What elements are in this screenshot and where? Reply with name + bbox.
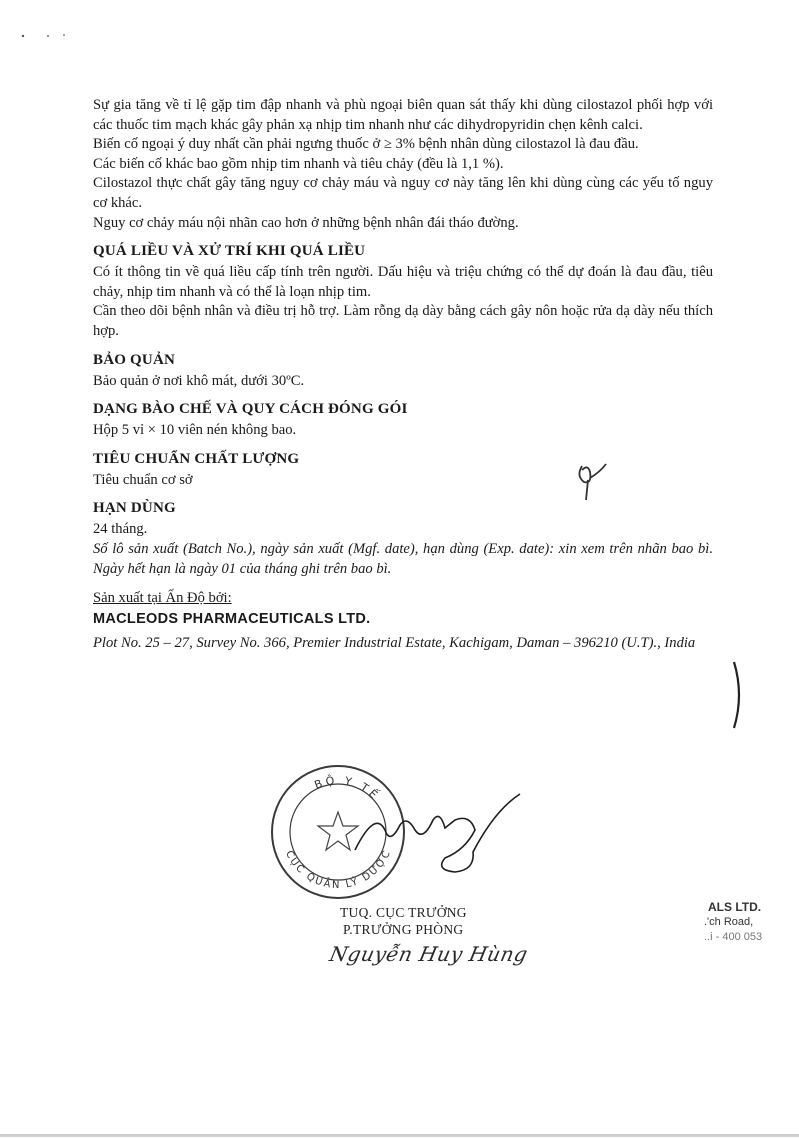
manufacturer-name: MACLEODS PHARMACEUTICALS LTD. — [93, 610, 371, 627]
para-shelf-life: 24 tháng. — [93, 521, 148, 538]
heading-quality: TIÊU CHUẨN CHẤT LƯỢNG — [93, 450, 300, 467]
svg-text:BỘ Y TẾ: BỘ Y TẾ — [312, 773, 383, 804]
stamp-fragment-2: .'ch Road, — [704, 916, 754, 928]
para-packaging: Hộp 5 vỉ × 10 viên nén không bao. — [93, 422, 297, 439]
heading-overdose: QUÁ LIỀU VÀ XỬ TRÍ KHI QUÁ LIỀU — [93, 243, 366, 260]
scan-specks — [20, 30, 80, 42]
signatory-name: Nguyễn Huy Hùng — [327, 942, 531, 966]
para-other-events: Các biến cố khác bao gồm nhịp tim nhanh và tiêu chảy (đều là 1,1 %). — [93, 155, 504, 172]
para-bleeding-risk: Cilostazol thực chất gây tăng nguy cơ chảy máu và nguy cơ này tăng lên khi dùng cùng các yếu tố nguy cơ khác. — [93, 175, 713, 211]
svg-text:CỤC QUẢN LÝ DƯỢC: CỤC QUẢN LÝ DƯỢC — [283, 847, 394, 892]
manufacturer-address: Plot No. 25 – 27, Survey No. 366, Premier Industrial Estate, Kachigam, Daman – 396210 (U.T)., India — [93, 634, 696, 651]
manufacturer-label: Sản xuất tại Ấn Độ bởi: — [93, 590, 232, 607]
para-diabetic: Nguy cơ chảy máu nội nhãn cao hơn ở những bệnh nhân đái tháo đường. — [93, 214, 519, 231]
para-overdose-2: Cần theo dõi bệnh nhân và điều trị hỗ trợ. Làm rỗng dạ dày bằng cách gây nôn hoặc rửa dạ dày nếu thích hợp. — [93, 303, 713, 339]
stamp-fragment-1: ALS LTD. — [708, 900, 762, 914]
scan-bottom-edge — [0, 1134, 799, 1137]
document-body — [93, 96, 713, 653]
para-batch-info: Số lô sản xuất (Batch No.), ngày sản xuất (Mgf. date), hạn dùng (Exp. date): xin xem trên nhãn bao bì. Ngày hết hạn là ngày 01 của tháng ghi trên bao bì. — [93, 540, 713, 577]
para-headache: Biến cố ngoại ý duy nhất cần phải ngưng thuốc ở ≥ 3% bệnh nhân dùng cilostazol là đau đầu. — [93, 136, 639, 153]
heading-shelf-life: HẠN DÙNG — [93, 500, 176, 517]
para-overdose-1: Có ít thông tin về quá liều cấp tính trên người. Dấu hiệu và triệu chứng có thể dự đoán là đau đầu, tiêu chảy, nhịp tim nhanh và có thể là loạn nhịp tim. — [93, 264, 713, 300]
bracket-mark — [728, 660, 748, 730]
handwritten-signature — [345, 790, 525, 880]
para-quality: Tiêu chuẩn cơ sở — [93, 471, 193, 488]
heading-storage: BẢO QUẢN — [93, 351, 176, 368]
stamp-fragment-3: ..i - 400 053 — [704, 931, 763, 943]
para-tachycardia: Sự gia tăng về tỉ lệ gặp tim đập nhanh và phù ngoại biên quan sát thấy khi dùng cilostazol phối hợp với các thuốc tim mạch khác gây phản xạ nhịp tim nhanh như các dihydropyridin chẹn kênh calci. — [93, 97, 713, 133]
signatory-title-2: P.TRƯỞNG PHÒNG — [343, 922, 464, 937]
heading-packaging: DẠNG BÀO CHẾ VÀ QUY CÁCH ĐÓNG GÓI — [93, 401, 408, 418]
initials-mark — [572, 458, 612, 503]
signatory-title-1: TUQ. CỤC TRƯỞNG — [340, 905, 467, 920]
para-storage: Bảo quản ở nơi khô mát, dưới 30ºC. — [93, 372, 305, 389]
